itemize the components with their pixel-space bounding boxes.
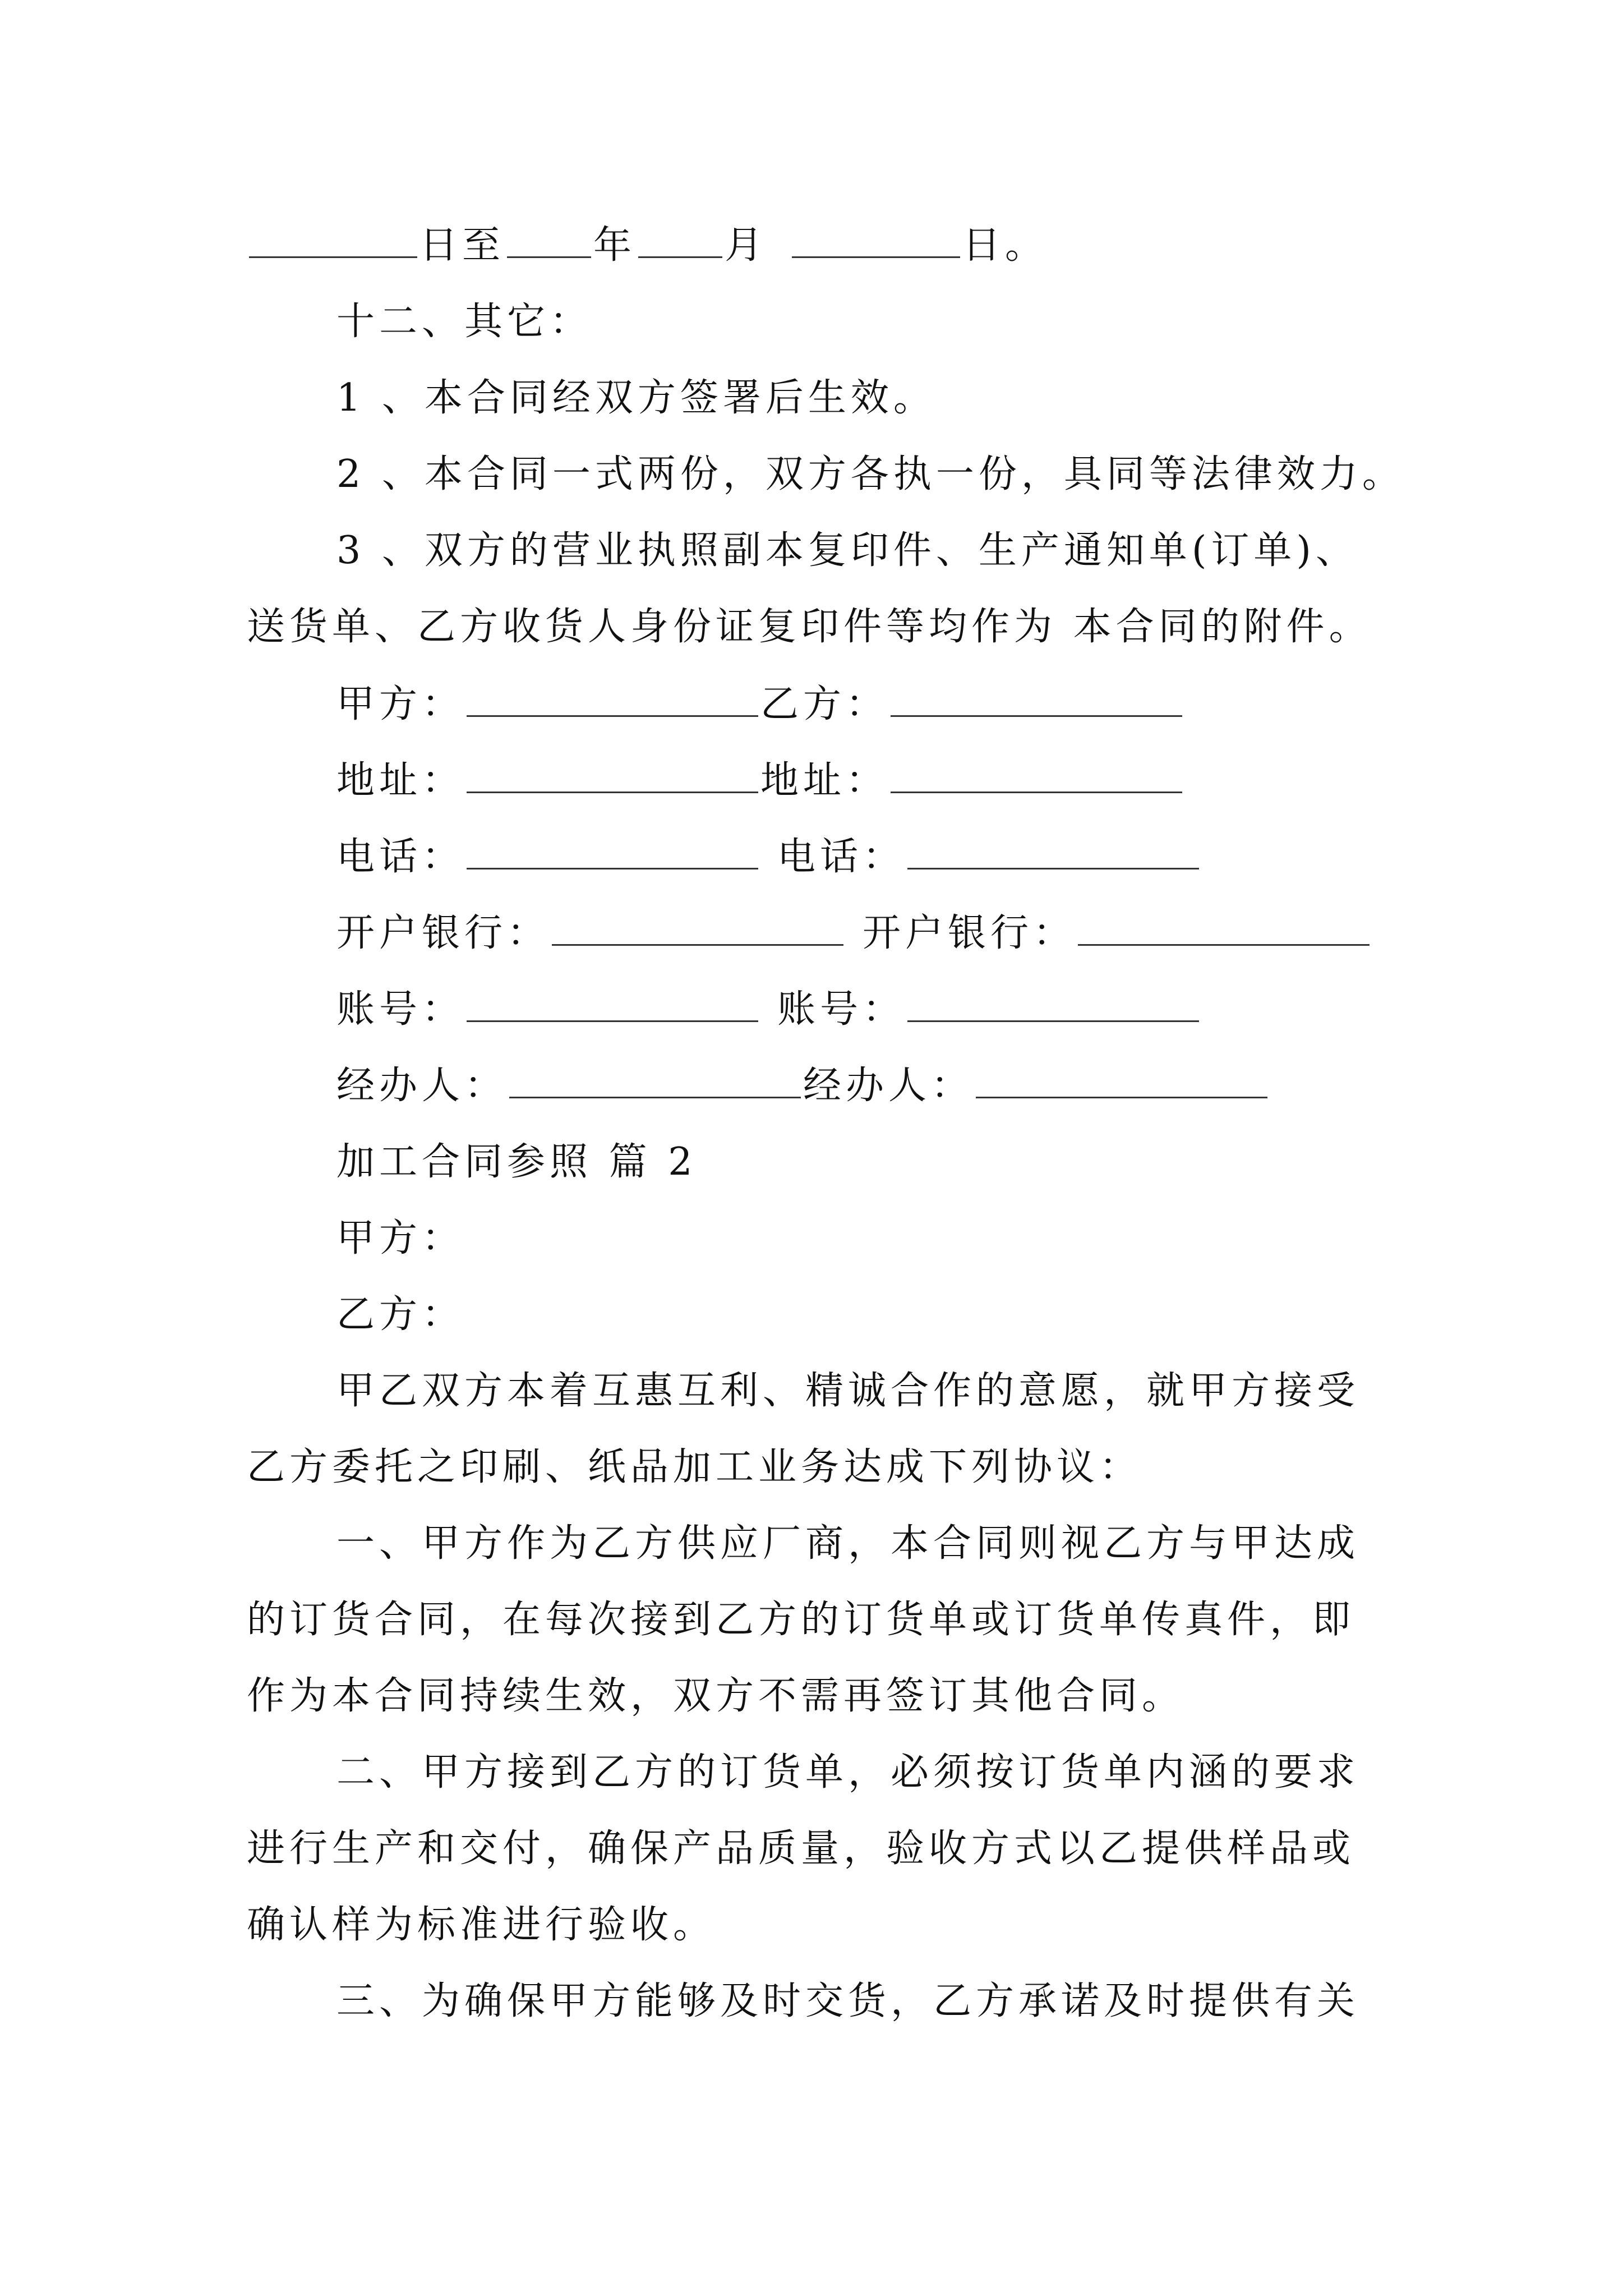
clause-2-line-1: 二、甲方接到乙方的订货单，必须按订货单内涵的要求 <box>336 1750 1360 1795</box>
contract-2-party-b: 乙方： <box>336 1292 465 1337</box>
account-a-blank[interactable] <box>467 986 758 1022</box>
signature-row-bank <box>336 905 1372 961</box>
section-12-item-3-line-2: 送货单、乙方收货人身份证复印件等均作为 本合同的附件。 <box>247 605 1372 649</box>
date-range-line <box>247 218 1048 274</box>
clause-1-line-2: 的订货合同，在每次接到乙方的订货单或订货单传真件，即 <box>247 1598 1355 1642</box>
signature-row-party <box>336 677 1184 733</box>
agent-a-blank[interactable] <box>509 1062 801 1098</box>
contract-2-party-a: 甲方： <box>336 1216 465 1260</box>
contract-2-title: 加工合同参照 篇 2 <box>336 1140 697 1184</box>
address-a-label: 地址： <box>336 758 465 803</box>
clause-1-line-1: 一、甲方作为乙方供应厂商，本合同则视乙方与甲达成 <box>336 1521 1360 1566</box>
address-b-blank[interactable] <box>891 757 1182 793</box>
account-b-label: 账号： <box>777 987 906 1032</box>
clause-2-line-3: 确认样为标准进行验收。 <box>247 1903 716 1947</box>
month-text: 月 <box>725 223 768 268</box>
bank-b-label: 开户银行： <box>863 911 1076 955</box>
day-end-blank[interactable] <box>792 222 960 258</box>
party-a-blank[interactable] <box>467 680 758 717</box>
contract-2-intro-line-1: 甲乙双方本着互惠互利、精诚合作的意愿，就甲方接受 <box>336 1369 1360 1413</box>
section-12-item-3-line-1: 3 、双方的营业执照副本复印件、生产通知单(订单)、 <box>336 528 1358 573</box>
section-12-heading: 十二、其它： <box>336 300 593 344</box>
signature-row-address <box>336 753 1184 809</box>
agent-b-label: 经办人： <box>803 1064 974 1108</box>
day-to-text: 日。 <box>962 223 1048 268</box>
bank-a-blank[interactable] <box>552 909 843 946</box>
account-b-blank[interactable] <box>907 986 1199 1022</box>
year-text: 年 <box>593 223 637 268</box>
bank-b-blank[interactable] <box>1078 909 1370 946</box>
phone-a-blank[interactable] <box>467 833 758 869</box>
year-blank[interactable] <box>507 222 591 258</box>
section-12-item-1: 1 、本合同经双方签署后生效。 <box>336 376 936 420</box>
agent-a-label: 经办人： <box>336 1064 508 1108</box>
clause-2-line-2: 进行生产和交付，确保产品质量，验收方式以乙提供样品或 <box>247 1826 1355 1871</box>
section-12-item-2: 2 、本合同一式两份，双方各执一份，具同等法律效力。 <box>336 452 1405 496</box>
month-blank[interactable] <box>638 222 722 258</box>
party-b-blank[interactable] <box>891 680 1182 717</box>
contract-2-intro-line-2: 乙方委托之印刷、纸品加工业务达成下列协议： <box>247 1445 1142 1489</box>
address-b-label: 地址： <box>760 758 889 803</box>
signature-row-account <box>336 982 1201 1038</box>
account-a-label: 账号： <box>336 987 465 1032</box>
signature-row-phone <box>336 829 1201 885</box>
address-a-blank[interactable] <box>467 757 758 793</box>
signature-row-agent <box>336 1058 1270 1114</box>
day-blank[interactable] <box>249 222 417 258</box>
phone-b-label: 电话： <box>777 835 906 879</box>
day-from-text: 日至 <box>419 223 505 268</box>
agent-b-blank[interactable] <box>976 1062 1267 1098</box>
bank-a-label: 开户银行： <box>336 911 550 955</box>
party-a-label: 甲方： <box>336 682 465 726</box>
phone-b-blank[interactable] <box>907 833 1199 869</box>
party-b-label: 乙方： <box>760 682 889 726</box>
clause-1-line-3: 作为本合同持续生效，双方不需再签订其他合同。 <box>247 1674 1185 1718</box>
clause-3-line-1: 三、为确保甲方能够及时交货，乙方承诺及时提供有关 <box>336 1979 1360 2023</box>
phone-a-label: 电话： <box>336 835 465 879</box>
